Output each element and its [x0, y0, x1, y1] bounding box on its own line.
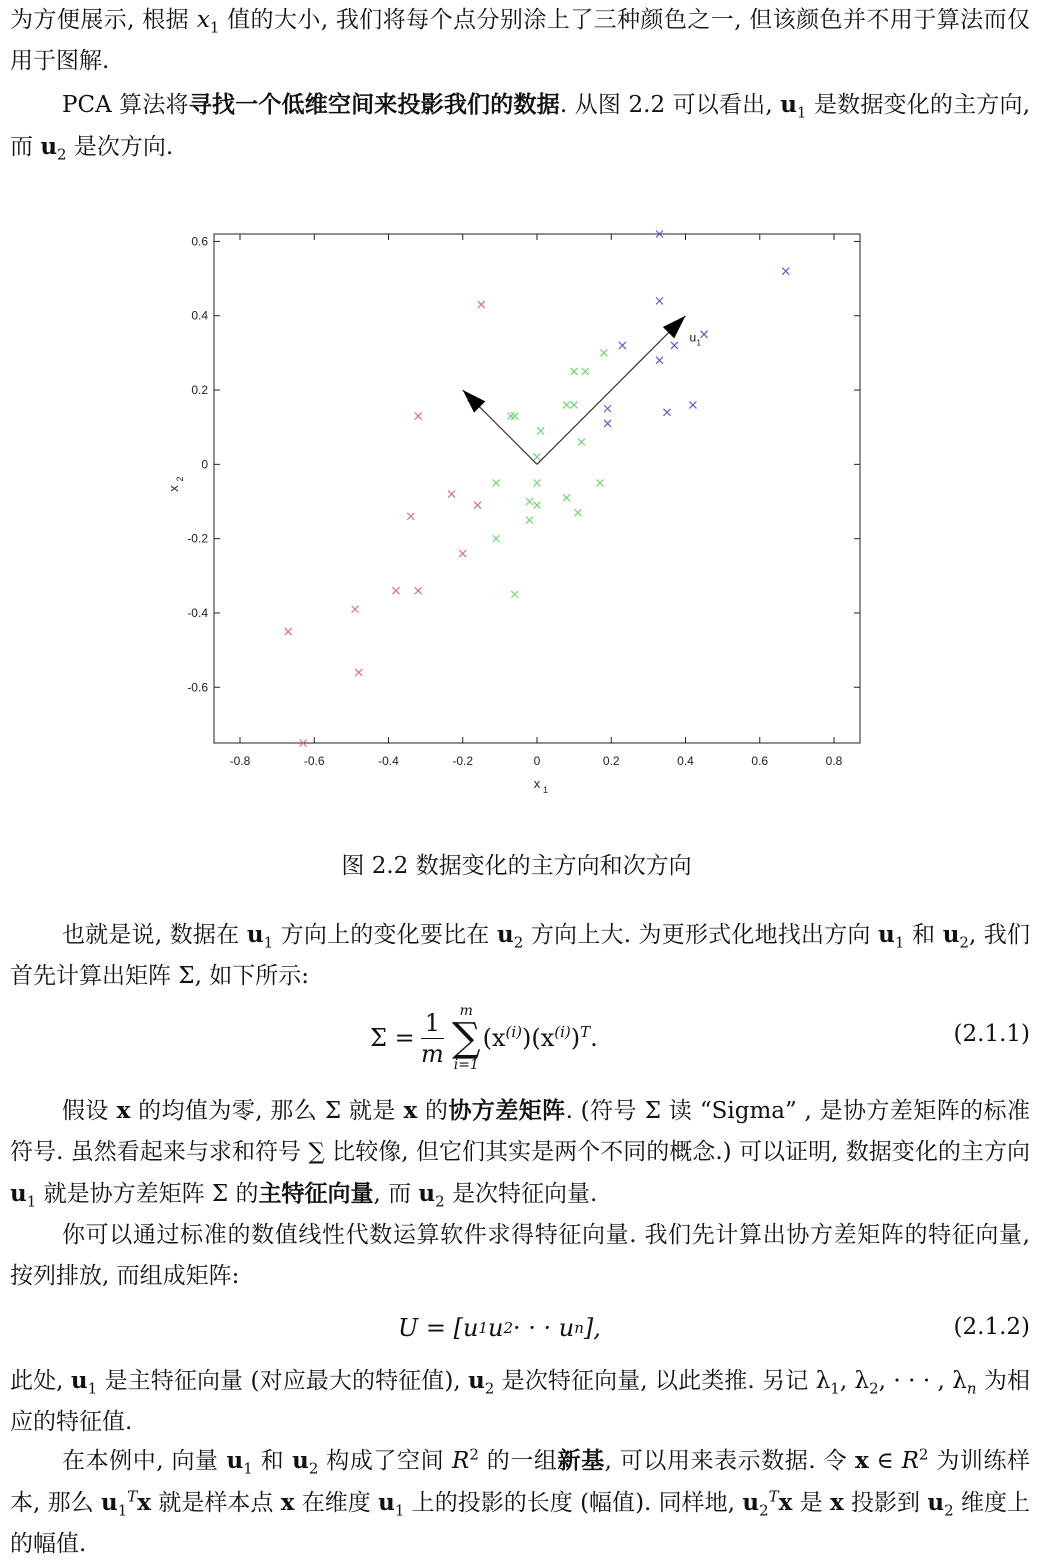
text: 是 — [792, 1490, 830, 1516]
paragraph-6 — [10, 1360, 1030, 1443]
eq-sup: (i) — [554, 1023, 571, 1041]
sum-upper-limit: m — [459, 1003, 473, 1019]
data-point — [574, 509, 581, 516]
fraction-denominator: m — [420, 1039, 444, 1068]
x-tick-label: 0.4 — [677, 754, 694, 768]
text: 是次方向. — [66, 134, 174, 160]
math-vector: u — [246, 921, 264, 948]
emphasis-text: 寻找一个低维空间来投影我们的数据 — [188, 92, 560, 118]
y-tick-label: 0.2 — [191, 383, 208, 398]
text: 方向上大. 为更形式化地找出方向 — [523, 922, 879, 948]
text: 是主特征向量 (对应最大的特征值), — [97, 1368, 469, 1394]
math-sub: 1 — [243, 1459, 253, 1478]
x-tick-label: 0.2 — [602, 754, 620, 768]
data-point — [459, 550, 466, 557]
data-point — [392, 587, 399, 594]
data-point — [415, 587, 422, 594]
paragraph-3 — [10, 914, 1030, 997]
x-tick-label: 0 — [533, 754, 541, 768]
emphasis-text: 新基 — [557, 1448, 605, 1474]
eq-text: )(x — [521, 1024, 555, 1052]
y-axis-label-sub: 2 — [175, 476, 185, 482]
scatter-chart — [10, 216, 1030, 806]
math-sub: 1 — [796, 103, 807, 122]
math-vector: x — [830, 1489, 844, 1516]
vector-label: u — [689, 330, 697, 345]
text: 也就是说, 数据在 — [62, 922, 247, 948]
math-vector: u — [927, 1489, 945, 1516]
x-axis-label: x — [533, 776, 541, 791]
eq-term — [483, 1024, 598, 1052]
data-point — [285, 628, 292, 635]
math-vector: x — [137, 1489, 151, 1516]
y-tick-label: -0.2 — [187, 531, 208, 546]
math-vector: x — [280, 1489, 295, 1516]
data-point — [511, 591, 518, 598]
data-point — [407, 513, 414, 520]
math-sub: 1 — [394, 1501, 405, 1520]
data-point — [493, 479, 500, 486]
eq-sup: T — [580, 1023, 591, 1041]
eq-text: ], — [583, 1314, 601, 1342]
data-point — [563, 401, 570, 408]
x-tick-label: -0.8 — [229, 754, 251, 768]
text: 上的投影的长度 (幅值). 同样地, — [404, 1490, 743, 1516]
math-vector: x — [855, 1447, 869, 1474]
text: 在维度 — [294, 1490, 379, 1516]
text: 的均值为零, 那么 Σ 就是 — [130, 1098, 404, 1124]
vector-label: u — [466, 391, 474, 406]
math-sub: 2 — [308, 1459, 319, 1478]
math-vector: u — [468, 1367, 485, 1394]
data-point — [571, 368, 578, 375]
math-sub: n — [966, 1379, 977, 1398]
data-point — [534, 479, 541, 486]
text: 为方便展示, 根据 — [10, 7, 197, 33]
paragraph-1 — [10, 0, 1030, 82]
sum-lower-limit: i=1 — [453, 1057, 479, 1073]
math-sub: 2 — [484, 1379, 495, 1398]
paragraph-7 — [10, 1440, 1030, 1565]
y-axis-label: x — [166, 485, 181, 492]
text: . (符号 Σ 读 “Sigma” , 是协方差矩阵的标准符号. 虽然看起来与求和符号 ∑ 比较像, 但它们其实是两个不同的概念.) 可以证明, 数据变化的主方向 — [10, 1098, 1031, 1165]
math-vector: u — [378, 1489, 395, 1516]
eq-text: u — [487, 1314, 504, 1342]
data-point — [474, 502, 481, 509]
math-sup: 2 — [918, 1445, 929, 1464]
data-point — [671, 342, 678, 349]
x-tick-label: -0.6 — [303, 754, 325, 768]
math-vector: u — [40, 133, 58, 160]
data-point — [578, 439, 585, 446]
paragraph-2 — [10, 84, 1030, 168]
math-vector: u — [70, 1367, 88, 1394]
y-tick-label: -0.4 — [187, 605, 208, 620]
math-vector: u — [10, 1180, 27, 1207]
math-var: R — [901, 1448, 919, 1474]
math-vector: u — [100, 1489, 118, 1516]
text: 是数据变化的主方向, 而 — [10, 92, 1031, 160]
text: 和 — [252, 1448, 293, 1474]
plot-frame — [214, 234, 860, 743]
math-sub: 1 — [87, 1379, 98, 1398]
equation-2-1-1 — [10, 1003, 1030, 1073]
paragraph-5: 你可以通过标准的数值线性代数运算软件求得特征向量. 我们先计算出协方差矩阵的特征向量, 按列排放, 而组成矩阵: — [10, 1222, 1030, 1289]
text: , 可以用来表示数据. 令 — [604, 1448, 856, 1474]
text: 值的大小, 我们将每个点分别涂上了三种颜色之一, 但该颜色并不用于算法而仅用于图解. — [10, 7, 1031, 74]
data-point — [448, 491, 455, 498]
text: 为相应的特征值. — [10, 1368, 1030, 1435]
eq-text: U = [u — [398, 1314, 479, 1342]
x-tick-label: -0.2 — [452, 754, 474, 768]
text: 的 — [417, 1098, 449, 1124]
math-sub: 1 — [894, 933, 905, 952]
vector-label-sub: 1 — [696, 338, 701, 348]
math-vector: x — [116, 1097, 131, 1124]
math-var: x — [196, 7, 210, 33]
math-sup: T — [127, 1487, 138, 1506]
data-point — [537, 427, 544, 434]
x-tick-label: -0.4 — [378, 754, 399, 768]
math-sub: 2 — [759, 1501, 769, 1520]
equation-body: U = [u 1 u 2 · · · u n ], — [398, 1314, 601, 1342]
math-vector: u — [878, 921, 895, 948]
sum-operator — [452, 1004, 481, 1072]
math-sub: 1 — [26, 1192, 37, 1211]
data-point — [656, 297, 663, 304]
emphasis-text: 协方差矩阵 — [448, 1098, 566, 1124]
math-sub: 2 — [869, 1379, 879, 1398]
data-point — [619, 342, 626, 349]
text: , λ — [839, 1368, 870, 1394]
text: 就是样本点 — [151, 1490, 281, 1516]
math-sub: 1 — [117, 1501, 128, 1520]
data-point — [656, 357, 663, 364]
math-vector: u — [942, 921, 960, 948]
eq-text: ) — [570, 1024, 581, 1052]
data-point — [663, 409, 670, 416]
math-sub: 2 — [944, 1501, 954, 1520]
math-sub: 1 — [209, 18, 220, 37]
equation-2-1-2 — [10, 1306, 1030, 1350]
text: 在本例中, 向量 — [62, 1448, 227, 1474]
equation-number: (2.1.2) — [953, 1314, 1030, 1340]
text: , 而 — [373, 1181, 419, 1207]
math-vector: u — [742, 1489, 760, 1516]
text: 方向上的变化要比在 — [273, 922, 498, 948]
text: 和 — [904, 922, 943, 948]
text: . 从图 2.2 可以看出, — [559, 92, 781, 118]
data-point — [352, 606, 359, 613]
data-point — [604, 405, 611, 412]
text: 假设 — [62, 1098, 117, 1124]
x-tick-label: 0.6 — [751, 754, 769, 768]
x-axis-label-sub: 1 — [543, 785, 549, 795]
data-point — [689, 401, 696, 408]
data-point — [582, 368, 589, 375]
text: 维度上的幅值. — [10, 1490, 1031, 1557]
math-vector: u — [226, 1447, 244, 1474]
text: 构成了空间 — [318, 1448, 453, 1474]
text: 就是协方差矩阵 Σ 的 — [36, 1181, 259, 1207]
math-sub: 1 — [830, 1379, 840, 1398]
data-point — [534, 453, 541, 460]
text: 是次特征向量, 以此类推. 另记 λ — [494, 1368, 831, 1394]
text: 是次特征向量. — [444, 1181, 598, 1207]
text: 投影到 — [843, 1490, 928, 1516]
math-sup: T — [768, 1487, 779, 1506]
math-vector: x — [778, 1489, 793, 1516]
math-vector: u — [780, 91, 797, 118]
y-tick-label: 0 — [201, 457, 208, 472]
data-point — [415, 413, 422, 420]
x-tick-label: 0.8 — [825, 754, 843, 768]
y-tick-label: 0.4 — [191, 308, 208, 323]
data-point — [355, 669, 362, 676]
figure-scatter-plot — [10, 216, 1030, 806]
eq-text: · · · u — [512, 1314, 575, 1342]
text: 此处, — [10, 1368, 71, 1394]
math-vector: x — [403, 1097, 418, 1124]
vector-label-sub: 2 — [473, 399, 479, 409]
paragraph-4 — [10, 1090, 1030, 1215]
data-point — [478, 301, 485, 308]
math-sup: 2 — [469, 1445, 479, 1464]
eq-text: (x — [482, 1024, 506, 1052]
y-tick-label: 0.6 — [191, 234, 208, 249]
eq-lhs: Σ = — [370, 1024, 415, 1052]
text: , 我们首先计算出矩阵 Σ, 如下所示: — [10, 922, 1031, 989]
data-point — [511, 413, 518, 420]
equation-number: (2.1.1) — [953, 1021, 1030, 1047]
eq-text: . — [590, 1024, 598, 1052]
math-sub: 2 — [57, 145, 67, 164]
fraction-numerator: 1 — [421, 1008, 444, 1039]
text: , · · · , λ — [878, 1368, 967, 1394]
math-vector: u — [292, 1447, 309, 1474]
y-tick-label: -0.6 — [187, 680, 208, 695]
data-point — [508, 413, 515, 420]
math-vector: u — [497, 921, 514, 948]
data-point — [526, 498, 533, 505]
math-sub: 2 — [435, 1192, 445, 1211]
equation-body — [370, 1003, 598, 1073]
data-point — [600, 349, 607, 356]
sum-symbol: ∑ — [452, 1015, 481, 1061]
fraction — [421, 1008, 444, 1069]
data-point — [604, 420, 611, 427]
data-point — [526, 517, 533, 524]
data-point — [571, 401, 578, 408]
math-var: R — [452, 1448, 470, 1474]
math-sub: 1 — [263, 933, 274, 952]
text: 的一组 — [478, 1448, 558, 1474]
text: PCA 算法将 — [62, 92, 189, 118]
math-vector: u — [418, 1180, 436, 1207]
figure-caption: 图 2.2 数据变化的主方向和次方向 — [341, 853, 692, 879]
eq-sup: (i) — [505, 1023, 522, 1041]
emphasis-text: 主特征向量 — [258, 1181, 374, 1207]
data-point — [782, 268, 789, 275]
text: ∈ — [868, 1448, 902, 1474]
data-point — [493, 535, 500, 542]
data-point — [597, 479, 604, 486]
data-point — [534, 502, 541, 509]
data-point — [563, 494, 570, 501]
vector-line — [537, 316, 686, 465]
data-point — [701, 331, 708, 338]
text: 为训练样本, 那么 — [10, 1448, 1031, 1516]
math-sub: 2 — [959, 933, 969, 952]
math-sub: 2 — [513, 933, 524, 952]
